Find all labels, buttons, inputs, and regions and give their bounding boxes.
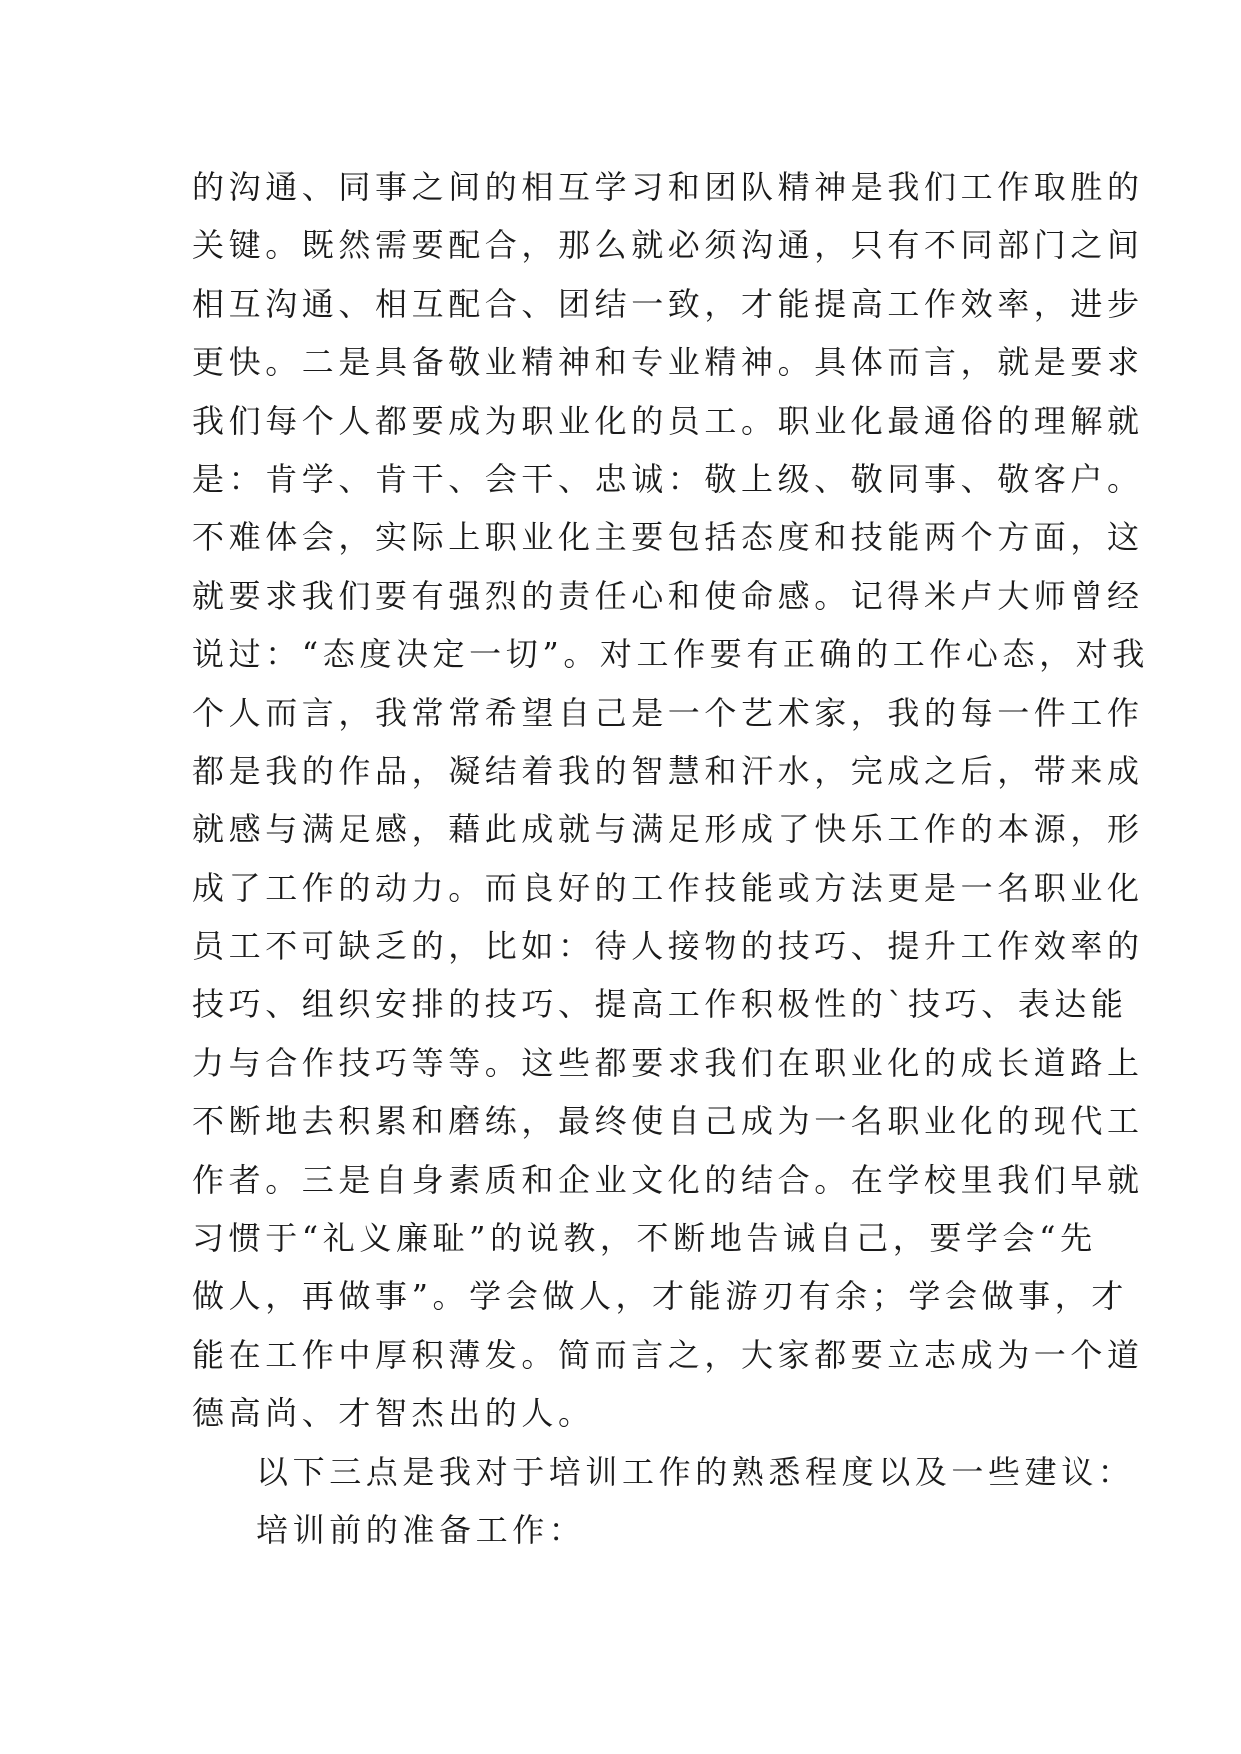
text-line: 说过：“态度决定一切”。对工作要有正确的工作心态，对我	[192, 635, 1149, 674]
document-body	[192, 158, 1149, 1559]
text-line: 技巧、组织安排的技巧、提高工作积极性的`技巧、表达能	[192, 985, 1128, 1024]
text-line: 的沟通、同事之间的相互学习和团队精神是我们工作取胜的	[192, 168, 1144, 206]
text-line: 不难体会，实际上职业化主要包括态度和技能两个方面，这	[192, 518, 1144, 557]
text-line: 就要求我们要有强烈的责任心和使命感。记得米卢大师曾经	[192, 576, 1144, 615]
text-line: 相互沟通、相互配合、团结一致，才能提高工作效率，进步	[192, 284, 1144, 323]
text-line: 成了工作的动力。而良好的工作技能或方法更是一名职业化	[192, 868, 1144, 907]
text-line: 个人而言，我常常希望自己是一个艺术家，我的每一件工作	[192, 693, 1144, 732]
section-heading: 培训前的准备工作：	[256, 1510, 586, 1549]
text-line: 作者。三是自身素质和企业文化的结合。在学校里我们早就	[192, 1160, 1144, 1199]
text-line: 是：肯学、肯干、会干、忠诚：敬上级、敬同事、敬客户。	[192, 459, 1144, 498]
text-line: 做人，再做事”。学会做人，才能游刃有余；学会做事，才	[192, 1277, 1128, 1316]
text-line: 德高尚、才智杰出的人。	[192, 1394, 595, 1433]
paragraph-line: 以下三点是我对于培训工作的熟悉程度以及一些建议：	[256, 1452, 1135, 1491]
text-line: 更快。二是具备敬业精神和专业精神。具体而言，就是要求	[192, 343, 1144, 382]
text-line: 员工不可缺乏的，比如：待人接物的技巧、提升工作效率的	[192, 927, 1144, 966]
text-line: 力与合作技巧等等。这些都要求我们在职业化的成长道路上	[192, 1043, 1144, 1082]
text-line: 我们每个人都要成为职业化的员工。职业化最通俗的理解就	[192, 401, 1144, 440]
text-line: 关键。既然需要配合，那么就必须沟通，只有不同部门之间	[192, 226, 1144, 265]
text-line: 就感与满足感，藉此成就与满足形成了快乐工作的本源，形	[192, 810, 1144, 849]
text-line: 习惯于“礼义廉耻”的说教，不断地告诫自己，要学会“先	[192, 1219, 1097, 1258]
text-line: 都是我的作品，凝结着我的智慧和汗水，完成之后，带来成	[192, 751, 1144, 790]
text-line: 能在工作中厚积薄发。简而言之，大家都要立志成为一个道	[192, 1335, 1144, 1374]
text-line: 不断地去积累和磨练，最终使自己成为一名职业化的现代工	[192, 1102, 1144, 1141]
